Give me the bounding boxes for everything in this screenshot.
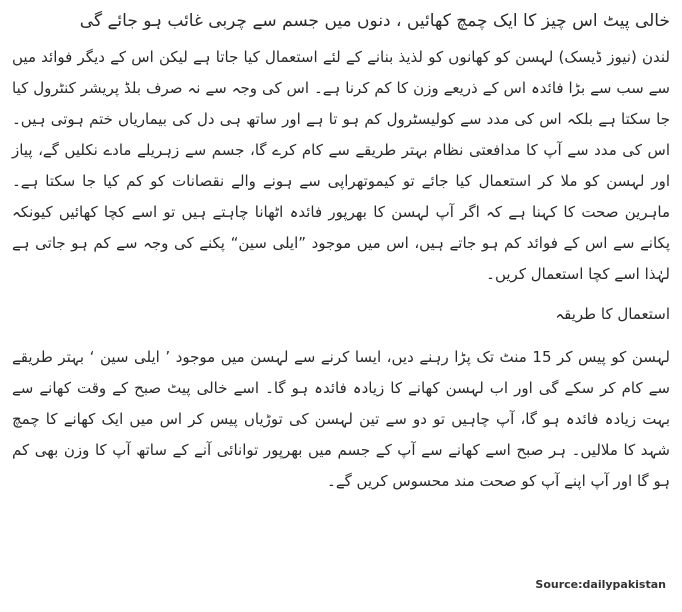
article-headline: خالی پیٹ اس چیز کا ایک چمچ کھائیں ، دنوں میں جسم سے چربی غائب ہو جائے گی xyxy=(79,11,670,31)
article-body xyxy=(12,6,670,497)
method-subheading: استعمال کا طریقہ xyxy=(555,305,670,323)
article-paragraph: لندن (نیوز ڈیسک) لہسن کو کھانوں کو لذیذ بنانے کے لئے استعمال کیا جاتا ہے لیکن اس کے دیگر فوائد میں سے سب سے بڑا فائدہ اس کے ذریعے وزن کا کم کرنا ہے۔ اس کی وجہ سے نہ صرف بلڈ پریشر کنٹرول کیا جا سکتا ہے بلکہ اس کی مدد سے کولیسٹرول کم ہو تا ہے اور ساتھ ہی دل کی بیماریاں ختم ہوتی ہیں۔ اس کی مدد سے آپ کا مدافعتی نظام بہتر طریقے سے کام کرے گا، جسم سے زہریلے مادے نکلیں گے، پیاز اور لہسن کو ملا کر استعمال کیا جائے تو کیموتھراپی سے ہونے والے نقصانات کو کم کیا جا سکتا ہے۔ ماہرین صحت کا کہنا ہے کہ اگر آپ لہسن کا بھرپور فائدہ اٹھانا چاہتے ہیں تو اسے کچا کھائیں کیونکہ پکانے سے اس کے فوائد کم ہو جاتے ہیں، اس میں موجود ”ایلی سین“ پکنے کی وجہ سے کم ہو جاتی ہے لہٰذا اسے کچا استعمال کریں۔ xyxy=(12,48,670,283)
source-credit: Source:dailypakistan xyxy=(535,578,666,591)
method-paragraph: لہسن کو پیس کر 15 منٹ تک پڑا رہنے دیں، ایسا کرنے سے لہسن میں موجود ’ ایلی سین ‘ بہتر طریقے سے کام کر سکے گی اور اب لہسن کھانے کا زیادہ فائدہ ہو گا۔ اسے خالی پیٹ صبح کے وقت کھانے سے بہت زیادہ فائدہ ہو گا، آپ چاہیں تو دو سے تین لہسن کی توڑیاں پیس کر اس میں ایک کھانے کا چمچ شہد کا ملالیں۔ ہر صبح اسے کھانے سے آپ کے جسم میں بھرپور توانائی آنے کے ساتھ آپ کا وزن بھی کم ہو گا اور آپ اپنے آپ کو صحت مند محسوس کریں گے۔ xyxy=(12,348,670,490)
